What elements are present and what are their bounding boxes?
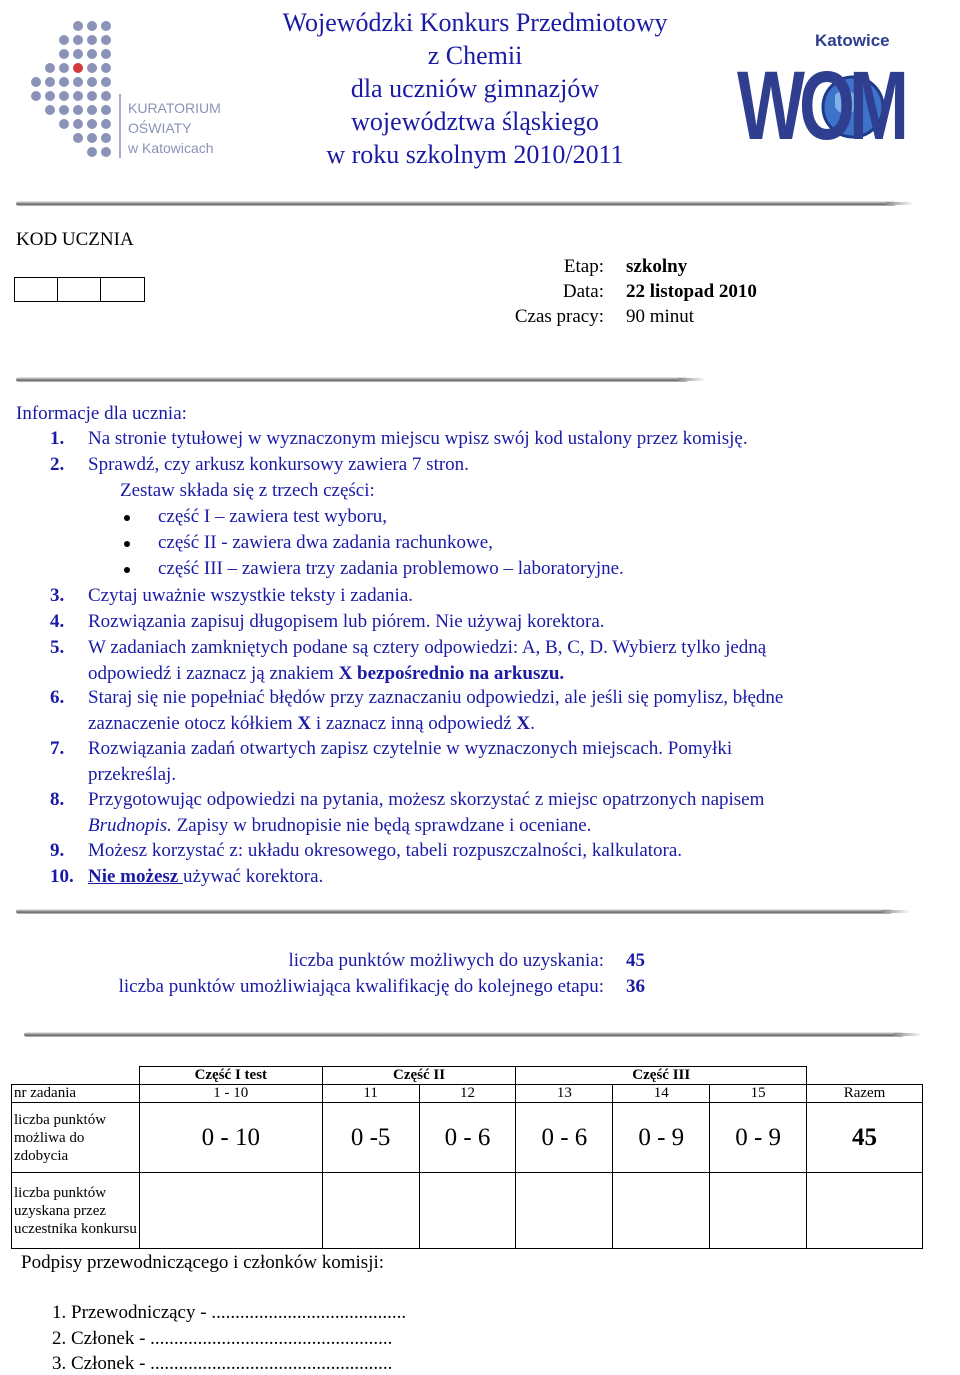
item-number: 2. <box>50 454 65 475</box>
score-table <box>11 1066 923 1249</box>
list-item: zaznaczenie otocz kółkiem X i zaznacz inną odpowiedź X. <box>88 713 535 734</box>
score-input-cell[interactable] <box>322 1173 419 1249</box>
list-item: Zestaw składa się z trzech części: <box>120 480 375 501</box>
list-item: część I – zawiera test wyboru, <box>158 506 387 527</box>
item-number: 1. <box>50 428 65 449</box>
list-item: Na stronie tytułowej w wyznaczonym miejscu wpisz swój kod ustalony przez komisję. <box>88 428 748 449</box>
table-cell: 0 - 9 <box>710 1103 807 1173</box>
data-value: 22 listopad 2010 <box>626 281 757 302</box>
list-item: W zadaniach zamkniętych podane są cztery odpowiedzi: A, B, C, D. Wybierz tylko jedną <box>88 637 767 658</box>
table-cell: 0 - 6 <box>516 1103 613 1173</box>
signatures-heading: Podpisy przewodniczącego i członków komisji: <box>21 1252 385 1273</box>
bullet-icon <box>124 515 130 521</box>
wom-logo: Katowice WOM <box>735 25 905 155</box>
divider <box>16 201 896 206</box>
score-input-cell[interactable] <box>139 1173 322 1249</box>
item-number: 10. <box>50 866 74 887</box>
table-cell: 15 <box>710 1085 807 1103</box>
part-header: Część III <box>516 1067 807 1085</box>
row-label: nr zadania <box>12 1085 140 1103</box>
part-header: Część II <box>322 1067 516 1085</box>
divider <box>16 377 688 382</box>
table-cell: 45 <box>807 1103 923 1173</box>
item-number: 3. <box>50 585 65 606</box>
qual-points-label: liczba punktów umożliwiająca kwalifikację do kolejnego etapu: <box>118 976 604 997</box>
max-points-label: liczba punktów możliwych do uzyskania: <box>288 950 604 971</box>
table-cell: 0 - 6 <box>419 1103 516 1173</box>
signature-line: 3. Członek - ................................................... <box>52 1353 393 1374</box>
data-label: Data: <box>562 281 604 302</box>
row-label: liczba punktów możliwa do zdobycia <box>12 1103 140 1173</box>
list-item: Rozwiązania zadań otwartych zapisz czytelnie w wyznaczonych miejscach. Pomyłki <box>88 738 733 759</box>
list-item: część II - zawiera dwa zadania rachunkowe, <box>158 532 493 553</box>
etap-value: szkolny <box>626 256 688 277</box>
bullet-icon <box>124 567 130 573</box>
table-row <box>12 1103 923 1173</box>
score-input-cell[interactable] <box>419 1173 516 1249</box>
list-item: Czytaj uważnie wszystkie teksty i zadania. <box>88 585 414 606</box>
table-cell: 0 - 9 <box>613 1103 710 1173</box>
score-input-cell[interactable] <box>710 1173 807 1249</box>
table-cell: 11 <box>322 1085 419 1103</box>
item-number: 8. <box>50 789 65 810</box>
max-points-value: 45 <box>626 950 645 971</box>
kod-box[interactable] <box>100 277 145 302</box>
part-header: Część I test <box>139 1067 322 1085</box>
item-number: 7. <box>50 738 65 759</box>
list-item: Staraj się nie popełniać błędów przy zaznaczaniu odpowiedzi, ale jeśli się pomylisz, błędne <box>88 687 784 708</box>
signature-line: 2. Członek - ................................................... <box>52 1328 393 1349</box>
table-row <box>12 1067 923 1085</box>
list-item: Brudnopis. Zapisy w brudnopisie nie będą sprawdzane i oceniane. <box>88 815 592 836</box>
list-item: część III – zawiera trzy zadania problemowo – laboratoryjne. <box>158 558 624 579</box>
list-item: przekreślaj. <box>88 764 177 785</box>
item-number: 6. <box>50 687 65 708</box>
kuratorium-logo <box>20 18 230 168</box>
info-heading: Informacje dla ucznia: <box>16 403 187 424</box>
table-row <box>12 1085 923 1103</box>
list-item: Rozwiązania zapisuj długopisem lub piórem. Nie używaj korektora. <box>88 611 605 632</box>
list-item: odpowiedź i zaznacz ją znakiem X bezpośrednio na arkuszu. <box>88 663 565 684</box>
table-cell: 13 <box>516 1085 613 1103</box>
qual-points-value: 36 <box>626 976 645 997</box>
divider <box>24 1032 904 1037</box>
table-row <box>12 1173 923 1249</box>
item-number: 4. <box>50 611 65 632</box>
table-cell: 0 - 10 <box>139 1103 322 1173</box>
divider <box>16 909 892 914</box>
row-label: liczba punktów uzyskana przez uczestnika konkursu <box>12 1173 140 1249</box>
signature-line: 1. Przewodniczący - ......................................... <box>52 1302 407 1323</box>
table-cell: 12 <box>419 1085 516 1103</box>
list-item: Sprawdź, czy arkusz konkursowy zawiera 7 stron. <box>88 454 469 475</box>
table-cell: Razem <box>807 1085 923 1103</box>
page-title: Wojewódzki Konkurs Przedmiotowy z Chemii dla uczniów gimnazjów województwa śląskiego w roku szkolnym 2010/2011 <box>282 8 668 169</box>
kod-ucznia-label: KOD UCZNIA <box>16 229 134 250</box>
table-cell: 14 <box>613 1085 710 1103</box>
item-number: 9. <box>50 840 65 861</box>
etap-label: Etap: <box>563 256 604 277</box>
kod-box[interactable] <box>14 277 58 302</box>
list-item: Możesz korzystać z: układu okresowego, tabeli rozpuszczalności, kalkulatora. <box>88 840 683 861</box>
kuratorium-logo-text: KURATORIUM OŚWIATY w Katowicach <box>128 100 221 156</box>
list-item: Nie możesz używać korektora. <box>88 866 324 887</box>
czas-value: 90 minut <box>626 306 695 327</box>
list-item: Przygotowując odpowiedzi na pytania, możesz skorzystać z miejsc opatrzonych napisem <box>88 789 765 810</box>
bullet-icon <box>124 541 130 547</box>
kod-box[interactable] <box>57 277 101 302</box>
score-input-cell[interactable] <box>807 1173 923 1249</box>
score-input-cell[interactable] <box>613 1173 710 1249</box>
score-input-cell[interactable] <box>516 1173 613 1249</box>
table-cell: 0 -5 <box>322 1103 419 1173</box>
czas-label: Czas pracy: <box>514 306 604 327</box>
item-number: 5. <box>50 637 65 658</box>
table-cell: 1 - 10 <box>139 1085 322 1103</box>
